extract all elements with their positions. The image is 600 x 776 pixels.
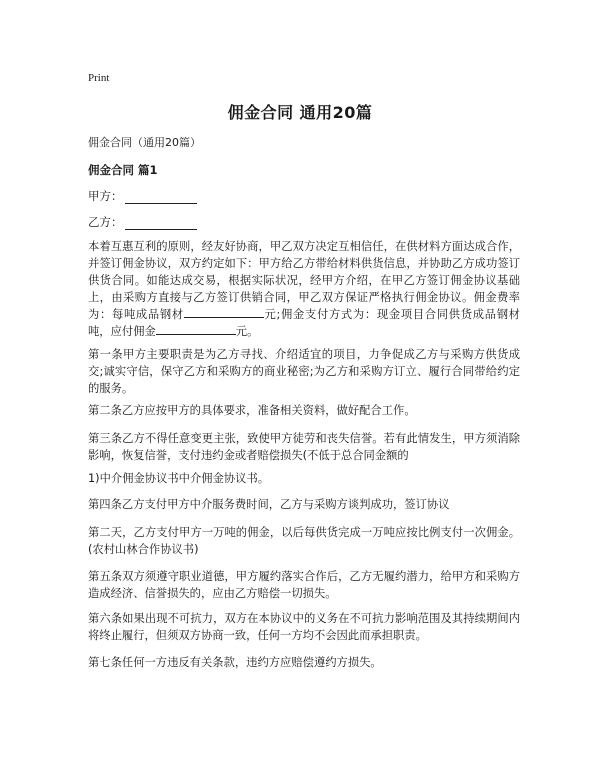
paragraph-intro-part1: 本着互惠互利的原则，经友好协商，甲乙双方决定互相信任，在供材料方面达成合作，并签订佣金协议，双方约定如下：甲方给乙方带给材料供货信息，并协助乙方成功签订供货合同。如能达成交易，根据实际状况，经甲方介绍，在甲乙方签订佣金协议基础上，由采购方直接与乙方签订供销合同，甲乙双方保证严格执行佣金协议。佣金费率为：每吨成品钢材 [88,240,520,321]
paragraph-note: 1)中介佣金协议书中介佣金协议书。 [88,472,270,485]
paragraph-article-4: 第四条乙方支付甲方中介服务费时间，乙方与采购方谈判成功，签订协议 [88,498,450,511]
document-title: 佣金合同 通用20篇 [227,103,373,122]
commission-blank [156,323,236,335]
print-label[interactable]: Print [88,72,110,84]
paragraph-article-3: 第三条乙方不得任意变更主张，致使甲方徒劳和丧失信誉。若有此情发生，甲方须消除影响，恢复信誉，支付违约金或者赔偿损失(不低于总合同金额的 [88,432,520,462]
party-b-blank [125,217,197,230]
section-heading: 佣金合同 篇1 [88,163,158,177]
document-subtitle: 佣金合同（通用20篇） [88,136,201,149]
paragraph-payment: 第二天，乙方支付甲方一万吨的佣金，以后每供货完成一万吨应按比例支付一次佣金。(农村山林合作协议书) [88,526,520,556]
rate-blank [184,306,264,318]
party-a-blank [125,191,197,204]
paragraph-intro-part3: 元。 [235,325,259,338]
party-b-line [88,214,197,230]
paragraph-article-7: 第七条任何一方违反有关条款，违约方应赔偿遵约方损失。 [88,656,382,669]
party-a-label: 甲方： [88,189,123,203]
paragraph-intro-part2: 元;佣金支付方式为：现金项目合同供货成品钢材吨，应付佣金 [88,308,520,338]
paragraph-intro [88,238,520,340]
paragraph-article-1: 第一条甲方主要职责是为乙方寻找、介绍适宜的项目，力争促成乙方与采购方供货成交;诚实守信，保守乙方和采购方的商业秘密;为乙方和采购方订立、履行合同带给约定的服务。 [88,348,520,395]
paragraph-article-6: 第六条如果出现不可抗力，双方在本协议中的义务在不可抗力影响范围及其持续期间内将终止履行，但须双方协商一致，任何一方均不会因此而承担职责。 [88,612,520,642]
party-a-line [88,188,197,204]
party-b-label: 乙方： [88,215,123,229]
paragraph-article-2: 第二条乙方应按甲方的具体要求，准备相关资料，做好配合工作。 [88,404,416,417]
paragraph-article-5: 第五条双方须遵守职业道德，甲方履约落实合作后，乙方无履约潜力，给甲方和采购方造成经济、信誉损失的，应由乙方赔偿一切损失。 [88,570,520,600]
